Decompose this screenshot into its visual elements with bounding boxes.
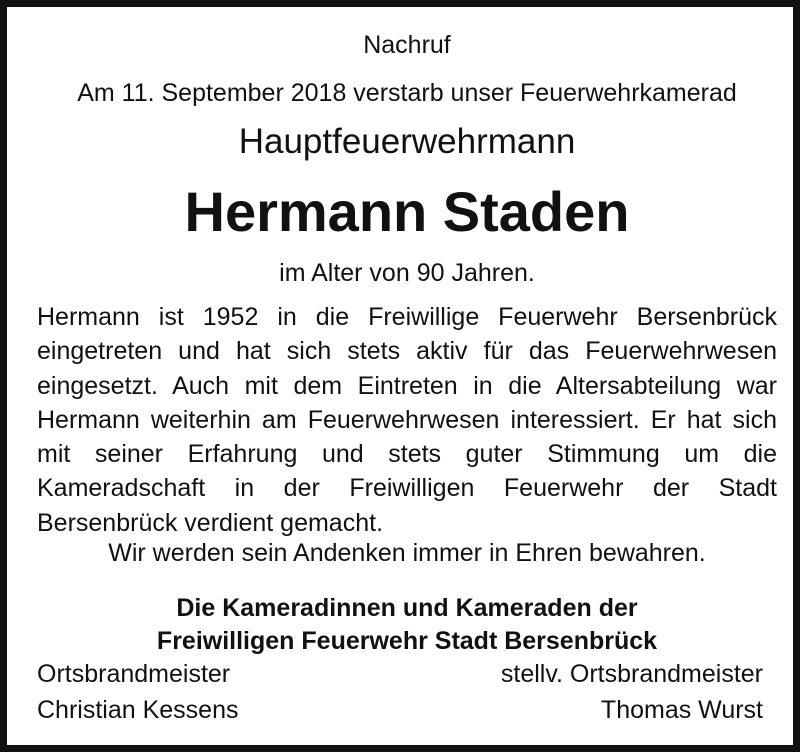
obituary-body: Hermann ist 1952 in die Freiwillige Feuerwehr Bersenbrück eingetreten und hat sich stets aktiv für das Feuerwehrwesen eingesetzt. Auch mit dem Eintreten in die Altersabteilung war Hermann weiterhin am Feuerwehrwesen interessiert. Er hat sich mit seiner Erfahrung und stets guter Stimmung um die Kameradschaft in der Freiwilligen Feuerwehr der Stadt Bersenbrück verdient gemacht. (37, 303, 777, 537)
right-signer-title: stellv. Ortsbrandmeister (500, 660, 763, 688)
closing-line: Wir werden sein Andenken immer in Ehren bewahren. (108, 539, 706, 567)
signature-group-line1: Die Kameradinnen und Kameraden der (176, 594, 638, 622)
rank-title: Hauptfeuerwehrmann (238, 122, 576, 161)
left-signer-title: Ortsbrandmeister (37, 660, 231, 688)
date-line: Am 11. September 2018 verstarb unser Feuerwehrkamerad (77, 79, 737, 107)
signature-group-line2: Freiwilligen Feuerwehr Stadt Bersenbrück (156, 627, 658, 655)
left-signer-name: Christian Kessens (37, 696, 239, 724)
notice-heading: Nachruf (363, 31, 451, 59)
right-signer-name: Thomas Wurst (600, 696, 763, 724)
deceased-name: Hermann Staden (184, 180, 630, 243)
age-line: im Alter von 90 Jahren. (279, 259, 535, 287)
